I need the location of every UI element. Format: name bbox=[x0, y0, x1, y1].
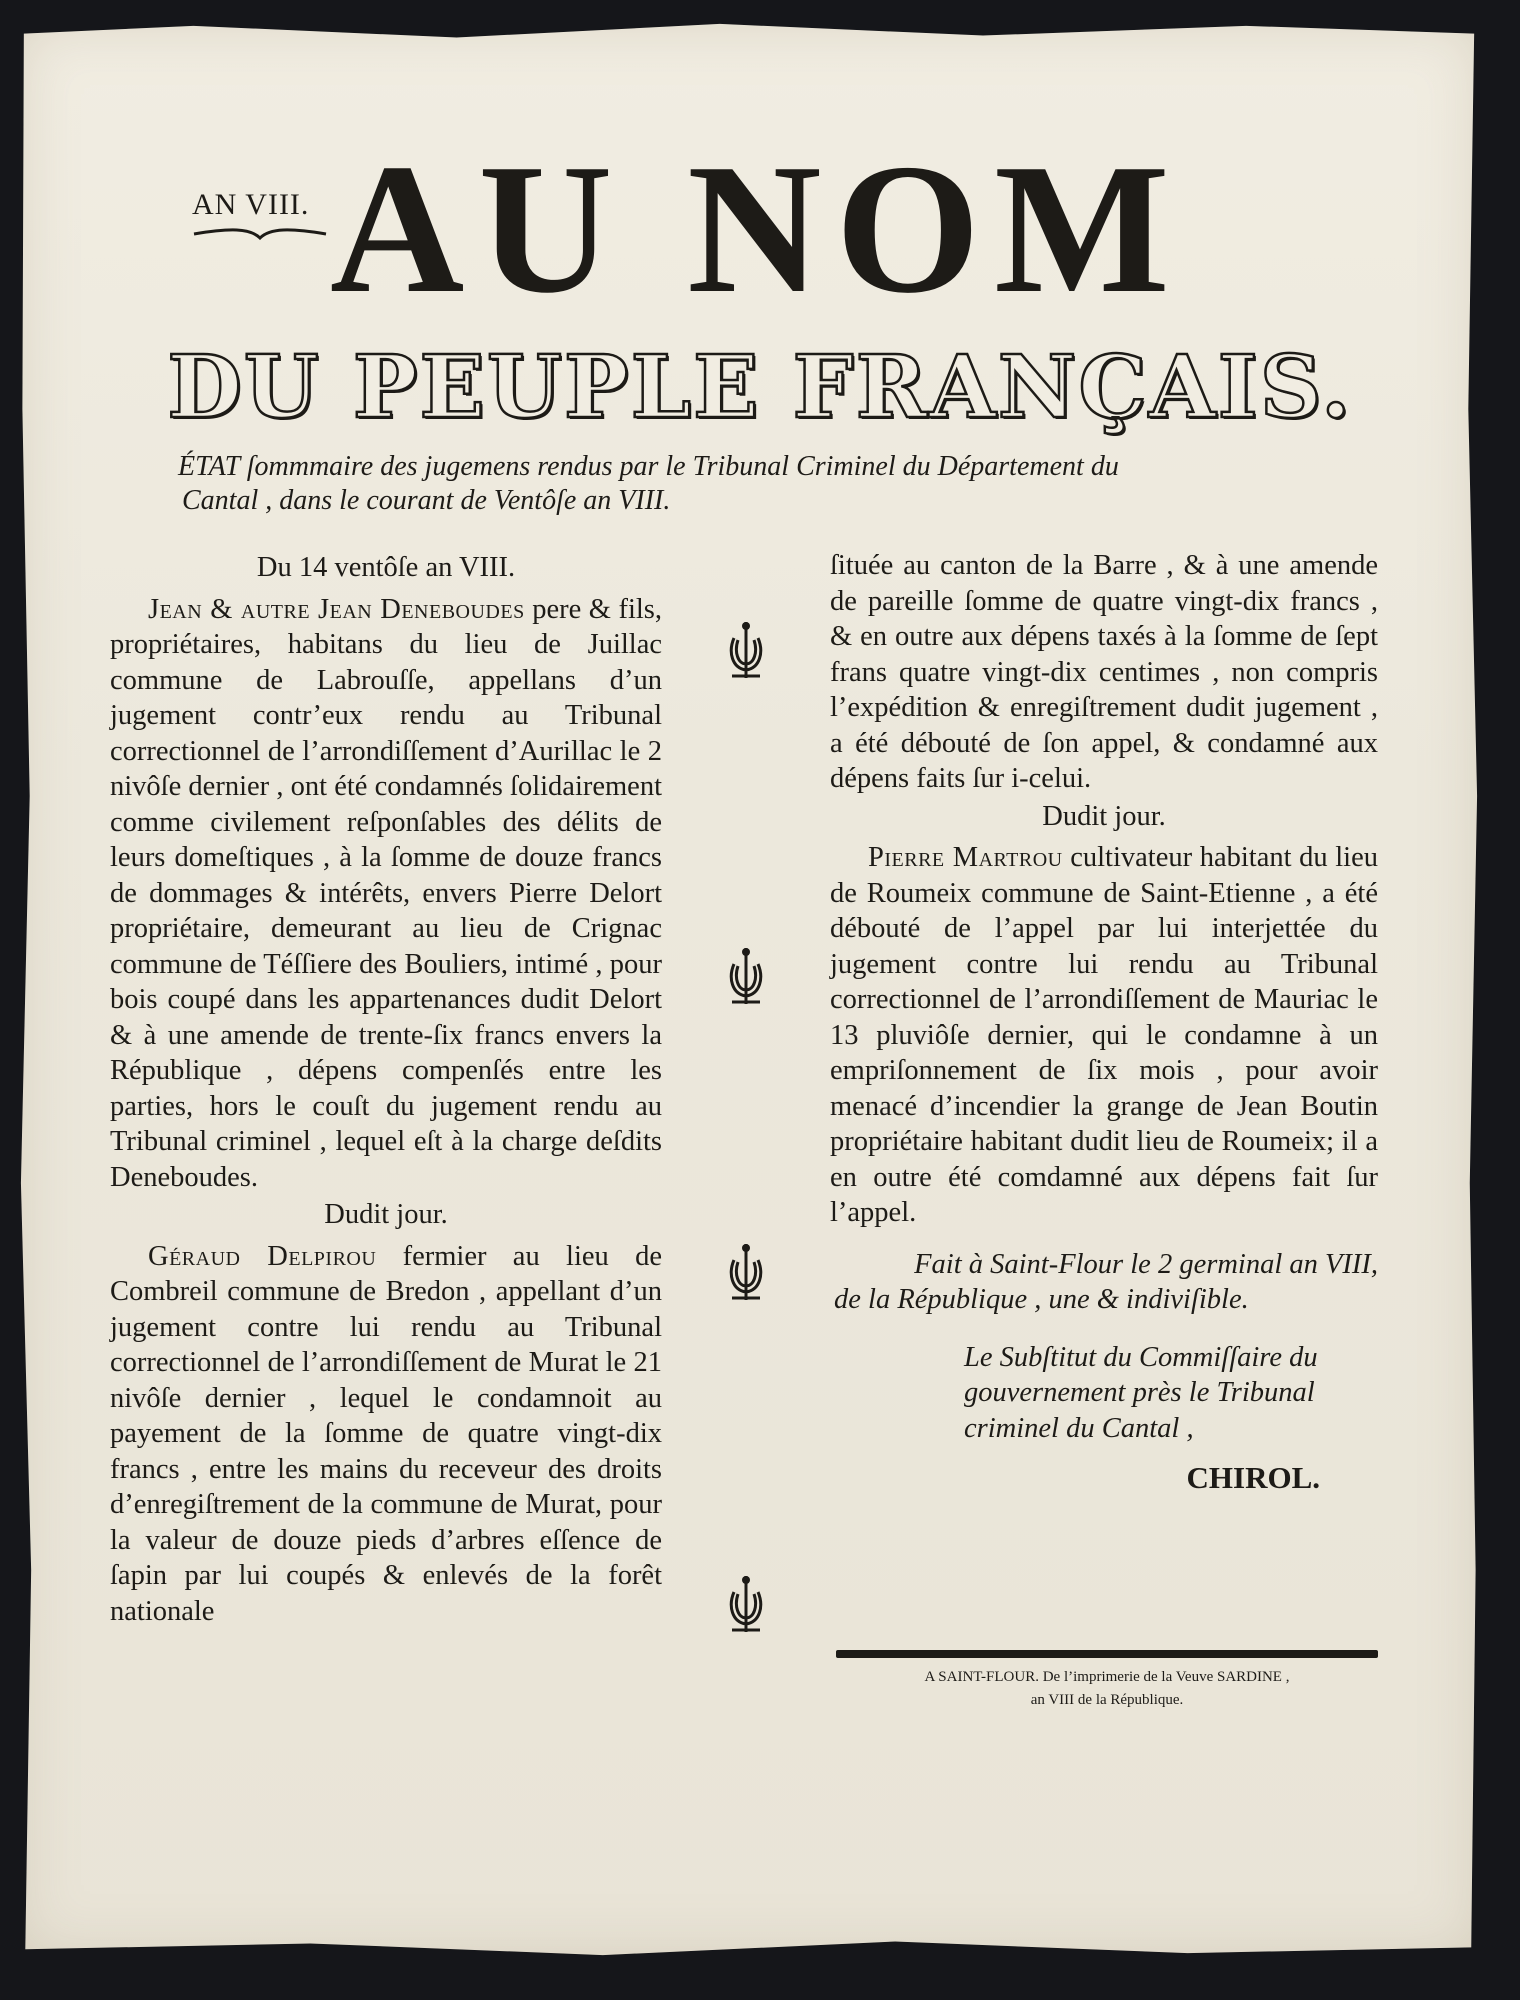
lyre-ornament-icon bbox=[724, 944, 768, 1008]
imprint bbox=[836, 1666, 1378, 1712]
date-heading: Du 14 ventôſe an VIII. bbox=[256, 552, 516, 583]
third-heading: Dudit jour. bbox=[1042, 800, 1166, 832]
closing-line-2: de la République , une & indiviſible. bbox=[834, 1284, 1249, 1315]
right-column bbox=[830, 548, 1378, 1496]
sub-title: DU PEUPLE FRANÇAIS. bbox=[167, 337, 1353, 438]
summary-line-2: Cantal , dans le courant de Ventôſe an VIII. bbox=[182, 485, 671, 516]
closing-line-1: Fait à Saint-Flour le 2 germinal an VIII, bbox=[914, 1248, 1378, 1280]
judgement-2-name: Géraud Delpirou bbox=[148, 1240, 377, 1272]
main-title: AU NOM bbox=[330, 126, 1184, 332]
imprint-line-2: an VIII de la République. bbox=[1030, 1692, 1184, 1708]
signature-line-1: Le Subſtitut du Commiſſaire du bbox=[964, 1341, 1318, 1373]
year-tag: AN VIII. bbox=[192, 188, 310, 221]
lyre-ornament-icon bbox=[724, 618, 768, 682]
judgement-3-text: cultivateur habitant du lieu de Roumeix commune de Saint-Etienne , a été débouté de l’appel par lui interjettée du jugement contre lui rendu au Tribunal correctionnel de l’arrondiſſement de Mauriac le 13 pluviôſe dernier, qui le condamne à un empriſonnement de ſix mois , pour avoir menacé d’incendier la grange de Jean Boutin propriétaire habitant dudit lieu de Roumeix; il a en outre été comdamné aux dépens fait ſur l’appel. bbox=[830, 842, 1378, 1228]
year-flourish-icon bbox=[190, 226, 330, 244]
judgement-3-name: Pierre Martrou bbox=[868, 842, 1063, 873]
judgement-1 bbox=[110, 592, 662, 1196]
summary-line-1: ÉTAT ſommmaire des jugemens rendus par le Tribunal Criminel du Département du bbox=[178, 451, 1119, 482]
signature-line-3: criminel du Cantal , bbox=[964, 1412, 1194, 1444]
judgement-2 bbox=[110, 1239, 662, 1630]
second-heading: Dudit jour. bbox=[324, 1199, 448, 1230]
judgement-1-name: Jean & autre Jean Deneboudes bbox=[148, 593, 525, 625]
lyre-ornament-icon bbox=[724, 1572, 768, 1636]
judgement-3 bbox=[830, 840, 1378, 1231]
judgement-1-text: pere & fils, propriétaires, habitans du lieu de Juillac commune de Labrouſſe, appellans d’un jugement contr’eux rendu au Tribunal correctionnel de l’arrondiſſement d’Aurillac le 2 nivôſe dernier , ont été condamnés ſolidairement comme civilement reſponſables des délits de leurs domeſtiques , à la ſomme de douze francs de dommages & intérêts, envers Pierre Delort propriétaire, demeurant au lieu de Crignac commune de Téſſiere des Bouliers, intimé , pour bois coupé dans les appartenances dudit Delort & à une amende de trente-ſix francs envers la République , dépens compenſés entre les parties, hors le couſt du jugement rendu au Tribunal criminel , lequel eſt à la charge deſdits Deneboudes. bbox=[110, 593, 662, 1193]
masthead bbox=[0, 126, 1520, 332]
summary-heading bbox=[178, 450, 1378, 518]
signature-line-2: gouvernement près le Tribunal bbox=[964, 1377, 1315, 1408]
signer-name: CHIROL. bbox=[1186, 1460, 1320, 1495]
left-column bbox=[110, 548, 662, 1629]
continuation-text: ſituée au canton de la Barre , & à une amende de pareille ſomme de quatre vingt-dix francs , & en outre aux dépens taxés à la ſomme de ſept frans quatre vingt-dix centimes , non compris l’expédition & enregiſtrement dudit jugement , a été débouté de ſon appel, & condamné aux dépens faits ſur i-celui. bbox=[830, 550, 1378, 794]
lyre-ornament-icon bbox=[724, 1240, 768, 1304]
judgement-2-text: fermier au lieu de Combreil commune de Bredon , appellant d’un jugement contre lui rendu au Tribunal correctionnel de l’arrondiſſement de Murat le 21 nivôſe dernier , lequel le condamnoit au payement de la ſomme de quatre vingt-dix francs , entre les mains du receveur des droits d’enregiſtrement de la commune de Murat, pour la valeur de douze pieds d’arbres eſſence de ſapin par lui coupés & enlevés de la forêt nationale bbox=[110, 1240, 662, 1627]
imprint-line-1: A SAINT-FLOUR. De l’imprimerie de la Veuve SARDINE , bbox=[924, 1669, 1290, 1685]
imprint-rule bbox=[836, 1650, 1378, 1658]
